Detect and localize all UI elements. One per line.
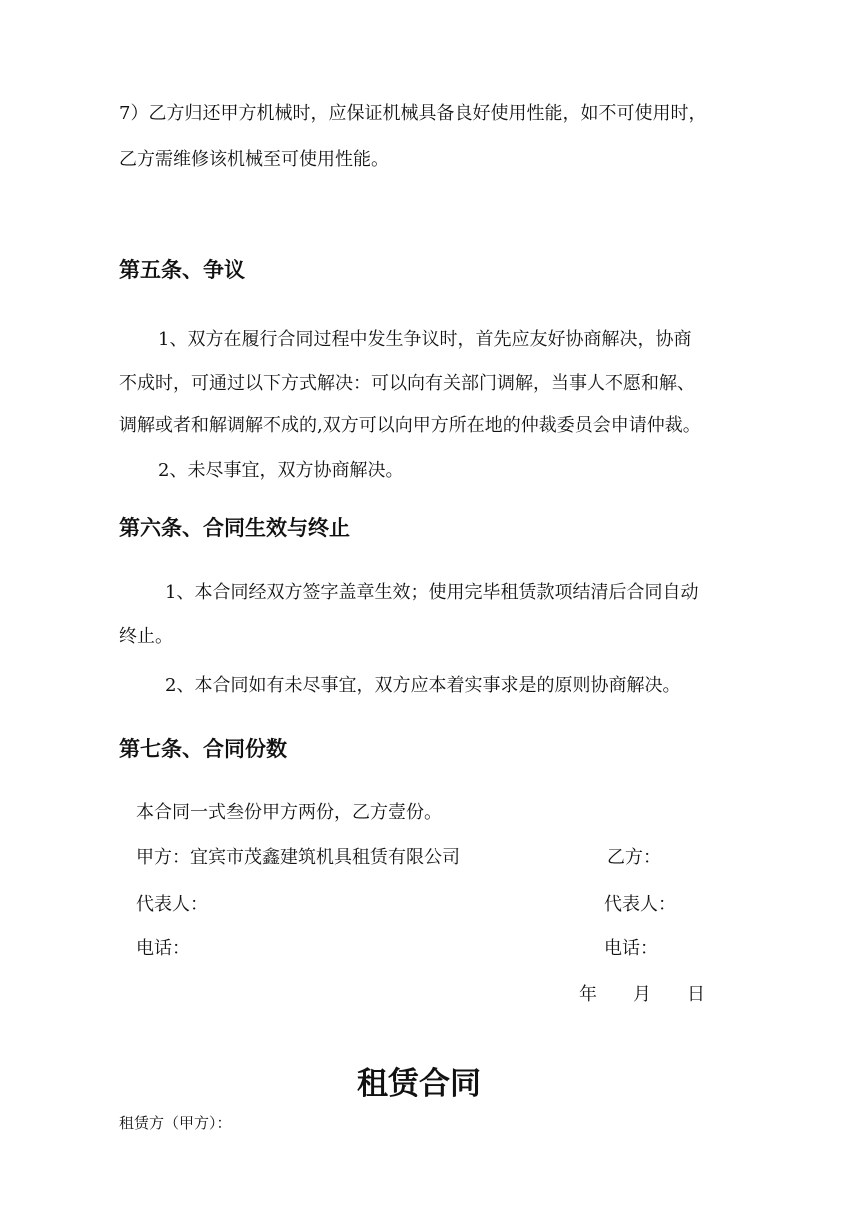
party-a-name: 甲方：宜宾市茂鑫建筑机具租赁有限公司 — [136, 847, 460, 868]
party-b-representative: 代表人： — [604, 894, 676, 915]
party-b-name: 乙方： — [607, 847, 661, 868]
article-5-para-1-line-2: 不成时，可通过以下方式解决：可以向有关部门调解，当事人不愿和解、 — [119, 373, 695, 394]
article-7-heading: 第七条、合同份数 — [119, 737, 287, 761]
article-5-heading: 第五条、争议 — [119, 258, 245, 282]
next-contract-title: 租赁合同 — [357, 1066, 481, 1102]
article-6-para-2: 2、本合同如有未尽事宜，双方应本着实事求是的原则协商解决。 — [165, 675, 681, 696]
lessor-label: 租赁方（甲方）： — [119, 1114, 232, 1132]
party-a-representative: 代表人： — [136, 894, 208, 915]
party-b-phone: 电话： — [604, 938, 658, 959]
signature-date: 年 月 日 — [579, 984, 705, 1005]
clause-7-line-1: 7）乙方归还甲方机械时，应保证机械具备良好使用性能，如不可使用时， — [119, 103, 707, 124]
article-5-para-1-line-3: 调解或者和解调解不成的,双方可以向甲方所在地的仲裁委员会申请仲裁。 — [119, 415, 701, 436]
article-5-para-2: 2、未尽事宜，双方协商解决。 — [158, 460, 404, 481]
article-5-para-1-line-1: 1、双方在履行合同过程中发生争议时，首先应友好协商解决，协商 — [158, 329, 692, 350]
article-6-para-1-line-2: 终止。 — [119, 626, 173, 647]
article-6-para-1-line-1: 1、本合同经双方签字盖章生效；使用完毕租赁款项结清后合同自动 — [165, 582, 699, 603]
article-6-heading: 第六条、合同生效与终止 — [119, 516, 350, 540]
article-7-para-1: 本合同一式叁份甲方两份，乙方壹份。 — [136, 802, 442, 823]
party-a-phone: 电话： — [136, 938, 190, 959]
clause-7-line-2: 乙方需维修该机械至可使用性能。 — [119, 149, 389, 170]
